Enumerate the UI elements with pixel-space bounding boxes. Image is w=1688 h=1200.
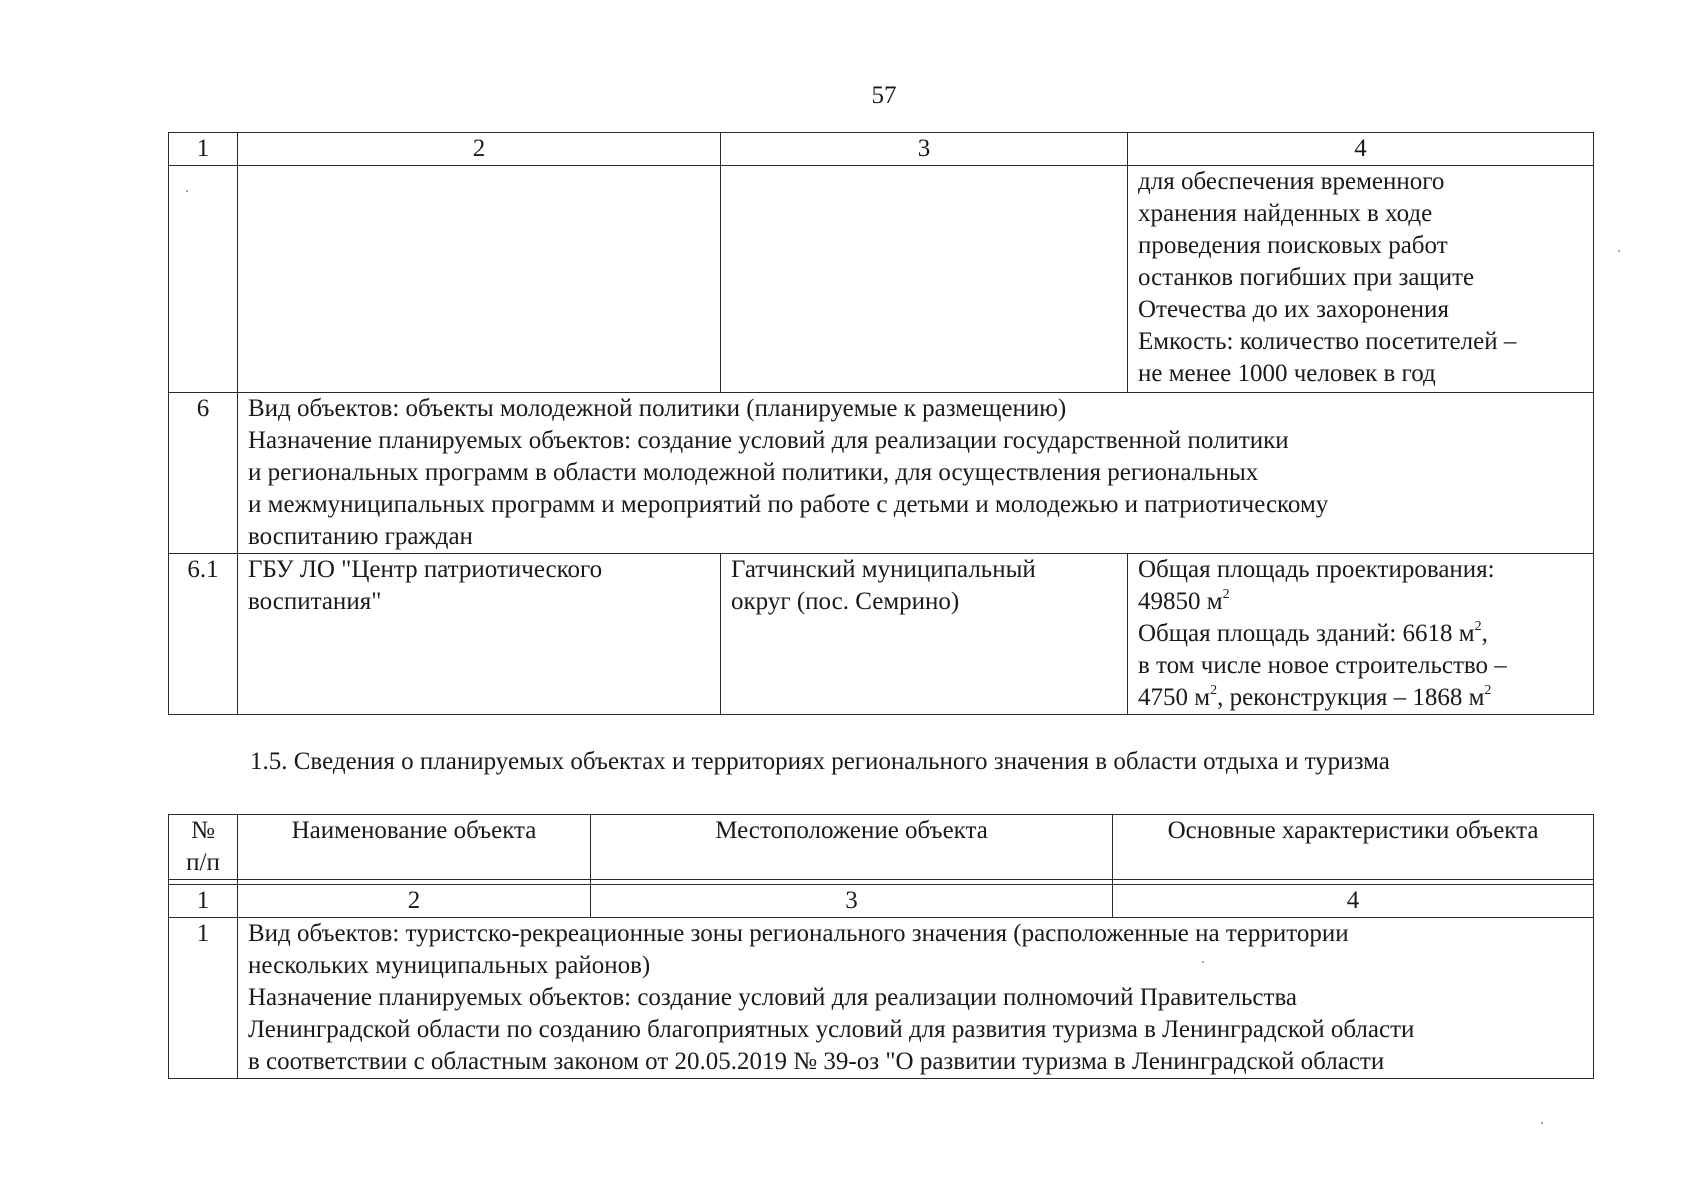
reconstruction-value: , реконструкция – 1868 м — [1217, 684, 1485, 711]
object-name-line: воспитания" — [248, 588, 382, 615]
superscript: 2 — [1210, 682, 1218, 698]
header-characteristics: Основные характеристики объекта — [1113, 815, 1594, 880]
group-line: и региональных программ в области молодежной политики, для осуществления региональных — [248, 459, 1259, 486]
characteristics-line: Отечества до их захоронения — [1138, 296, 1449, 323]
scan-speck — [1541, 1122, 1543, 1124]
characteristics-line: останков погибших при защите — [1138, 264, 1475, 291]
superscript: 2 — [1474, 618, 1482, 634]
punctuation: , — [1481, 620, 1488, 647]
characteristics-line: Емкость: количество посетителей – — [1138, 328, 1517, 355]
column-number-row — [169, 133, 1594, 166]
header-location: Местоположение объекта — [591, 815, 1113, 880]
characteristics-line: хранения найденных в ходе — [1138, 200, 1433, 227]
header-number-line: № — [191, 817, 215, 844]
group-line: Назначение планируемых объектов: создание условий для реализации государственной политики — [248, 427, 1289, 454]
characteristics-line: для обеспечения временного — [1138, 168, 1445, 195]
design-area-value: 49850 м — [1138, 588, 1223, 615]
table-row — [169, 554, 1594, 715]
group-description — [238, 393, 1594, 554]
characteristics-line — [1138, 682, 1585, 714]
column-number-3: 3 — [721, 133, 1128, 166]
characteristics-line: не менее 1000 человек в год — [1138, 360, 1436, 387]
characteristics-line — [1138, 586, 1585, 618]
header-number — [169, 815, 238, 880]
characteristics-cell — [1128, 554, 1594, 715]
scan-speck — [1618, 250, 1620, 252]
group-line: Ленинградской области по созданию благоприятных условий для развития туризма в Ленинградской области — [248, 1016, 1415, 1043]
table-row — [169, 166, 1594, 393]
row-number: 6 — [169, 393, 238, 554]
group-row — [169, 393, 1594, 554]
group-description — [238, 918, 1594, 1079]
empty-cell — [169, 166, 238, 393]
new-construction-value: 4750 м — [1138, 684, 1211, 711]
header-number-line: п/п — [186, 849, 220, 876]
planned-objects-table — [168, 132, 1594, 715]
header-name: Наименование объекта — [238, 815, 591, 880]
empty-cell — [721, 166, 1128, 393]
superscript: 2 — [1222, 586, 1230, 602]
scan-speck — [1202, 961, 1204, 963]
tourism-objects-table — [168, 814, 1594, 1079]
group-line: Назначение планируемых объектов: создание условий для реализации полномочий Правительства — [248, 984, 1298, 1011]
group-line: в соответствии с областным законом от 20.05.2019 № 39-оз "О развитии туризма в Ленинградской области — [248, 1048, 1385, 1075]
column-number-2: 2 — [238, 133, 721, 166]
column-number-4: 4 — [1128, 133, 1594, 166]
characteristics-line: проведения поисковых работ — [1138, 232, 1448, 259]
location-line: округ (пос. Семрино) — [731, 588, 960, 615]
column-number-row — [169, 885, 1594, 918]
group-line: Вид объектов: туристско-рекреационные зоны регионального значения (расположенные на территории — [248, 920, 1349, 947]
column-number-1: 1 — [169, 133, 238, 166]
characteristics-line — [1138, 618, 1585, 650]
row-number: 6.1 — [169, 554, 238, 715]
empty-cell — [238, 166, 721, 393]
header-row — [169, 815, 1594, 880]
characteristics-line: Общая площадь проектирования: — [1138, 556, 1495, 583]
group-line: воспитанию граждан — [248, 523, 473, 550]
characteristics-line: в том числе новое строительство – — [1138, 652, 1507, 679]
building-area-value: Общая площадь зданий: 6618 м — [1138, 620, 1475, 647]
location-cell — [721, 554, 1128, 715]
object-name-cell — [238, 554, 721, 715]
page-number: 57 — [871, 82, 897, 109]
column-number-2: 2 — [238, 885, 591, 918]
group-line: Вид объектов: объекты молодежной политики (планируемые к размещению) — [248, 395, 1067, 422]
section-title: 1.5. Сведения о планируемых объектах и территориях регионального значения в области отдыха и туризма — [250, 748, 1390, 775]
column-number-4: 4 — [1113, 885, 1594, 918]
row-number: 1 — [169, 918, 238, 1079]
scan-speck — [186, 190, 188, 192]
group-row — [169, 918, 1594, 1079]
group-line: нескольких муниципальных районов) — [248, 952, 651, 979]
superscript: 2 — [1484, 682, 1492, 698]
column-number-3: 3 — [591, 885, 1113, 918]
location-line: Гатчинский муниципальный — [731, 556, 1036, 583]
group-line: и межмуниципальных программ и мероприятий по работе с детьми и молодежью и патриотическому — [248, 491, 1329, 518]
column-number-1: 1 — [169, 885, 238, 918]
characteristics-cell — [1128, 166, 1594, 393]
object-name-line: ГБУ ЛО "Центр патриотического — [248, 556, 603, 583]
